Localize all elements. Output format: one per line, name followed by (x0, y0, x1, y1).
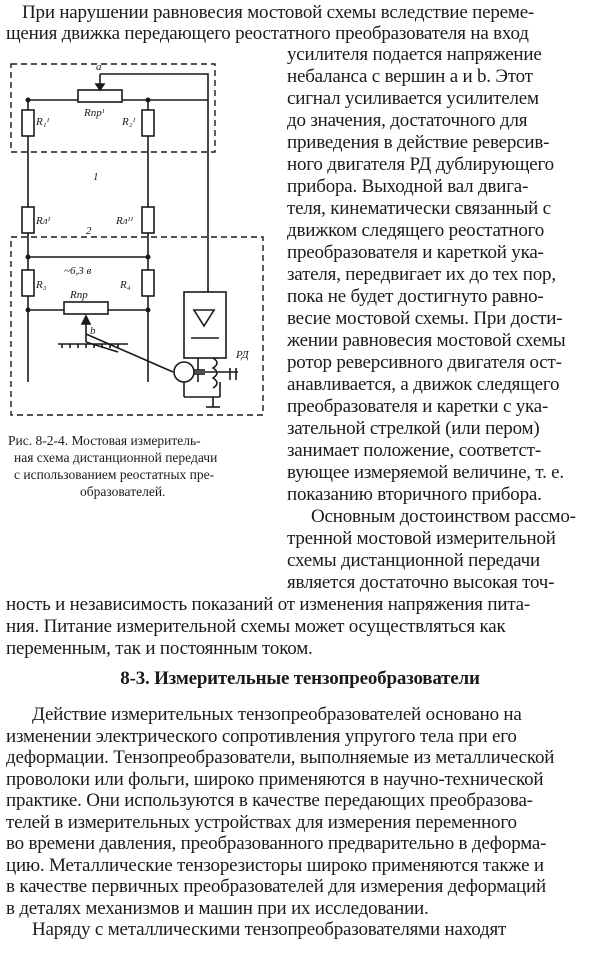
text-line: вующее измеряемой величине, т. е. (287, 462, 564, 483)
text-line: занимает положение, соответст- (287, 440, 541, 461)
figure-caption-line: образователей. (80, 484, 166, 499)
text-line: Действие измерительных тензопреобразователей основано на (32, 704, 522, 725)
label-r1: R₁ᴵ (36, 116, 50, 128)
text-line: движком следящего реостатного (287, 220, 545, 241)
text-line: ротор реверсивного двигателя ост- (287, 352, 562, 373)
text-line: в деталях механизмов и машин при их исследовании. (6, 898, 429, 919)
label-voltage: ~6,3 в (64, 265, 92, 277)
text-line: жении равновесия мостовой схемы (287, 330, 566, 351)
text-line: в качестве первичных преобразователей для измерения деформаций (6, 876, 546, 897)
text-line: ность и независимость показаний от изменения напряжения пита- (6, 594, 531, 615)
text-line: ного двигателя РД дублирующего (287, 154, 554, 175)
text-line: показанию вторичного прибора. (287, 484, 542, 505)
text-line: проволоки или фольги, широко применяются в научно-технической (6, 769, 544, 790)
section-heading: 8-3. Измерительные тензопреобразователи (120, 668, 480, 689)
text-line: Основным достоинством рассмо- (311, 506, 576, 527)
text-line: преобразователя и кареткой ука- (287, 242, 544, 263)
figure-caption-line: Рис. 8-2-4. Мостовая измеритель- (8, 433, 201, 448)
bridge-circuit-figure (8, 52, 278, 427)
text-line: анавливается, а движок следящего (287, 374, 560, 395)
label-a: a (96, 61, 102, 73)
label-rpr1: Rпрᴵ (84, 107, 105, 119)
text-line: во времени давления, преобразованного предварительно в деформа- (6, 833, 547, 854)
text-line: усилителя подается напряжение (287, 44, 542, 65)
text-line: ния. Питание измерительной схемы может осуществляться как (6, 616, 506, 637)
text-line: приведения в действие реверсив- (287, 132, 550, 153)
text-line: зательной стрелкой (или пером) (287, 418, 540, 439)
text-line: сигнал усиливается усилителем (287, 88, 539, 109)
text-line: весие мостовой схемы. При дости- (287, 308, 563, 329)
text-line: деформации. Тензопреобразователи, выполняемые из металлической (6, 747, 555, 768)
text-line: переменным, так и постоянным током. (6, 638, 313, 659)
label-box2: 2 (86, 225, 92, 237)
label-rpr2: Rпр (70, 289, 88, 301)
text-line: теля, кинематически связанный с (287, 198, 551, 219)
text-line: небаланса с вершин a и b. Этот (287, 66, 533, 87)
text-line: При нарушении равновесия мостовой схемы вследствие переме- (22, 2, 535, 23)
figure-caption-line: с использованием реостатных пре- (14, 467, 215, 482)
text-line: Наряду с металлическими тензопреобразователями находят (32, 919, 507, 940)
label-b: b (90, 325, 96, 337)
text-line: преобразователя и каретки с ука- (287, 396, 549, 417)
text-line: цию. Металлические тензорезисторы широко применяются также и (6, 855, 544, 876)
text-line: щения движка передающего реостатного преобразователя на вход (6, 23, 529, 44)
label-rd: РД (236, 349, 249, 361)
text-line: телей в измерительных устройствах для измерения переменного (6, 812, 517, 833)
figure-caption-line: ная схема дистанционной передачи (14, 450, 218, 465)
label-r3: R₃ (36, 279, 47, 291)
label-rl1: Rлᴵ (36, 215, 51, 227)
text-line: схемы дистанционной передачи (287, 550, 540, 571)
text-line: зателя, передвигает их до тех пор, (287, 264, 556, 285)
text-line: изменении электрического сопротивления упругого тела при его (6, 726, 517, 747)
text-line: пока не будет достигнуто равно- (287, 286, 544, 307)
label-box1: 1 (93, 171, 99, 183)
label-r2: R₂ᴵ (122, 116, 136, 128)
label-rl2: Rлᴵᴵ (116, 215, 134, 227)
label-r4: R₄ (120, 279, 131, 291)
text-line: до значения, достаточного для (287, 110, 528, 131)
text-line: является достаточно высокая точ- (287, 572, 555, 593)
text-line: прибора. Выходной вал двига- (287, 176, 529, 197)
text-line: тренной мостовой измерительной (287, 528, 556, 549)
text-line: практике. Они используются в качестве передающих преобразова- (6, 790, 533, 811)
